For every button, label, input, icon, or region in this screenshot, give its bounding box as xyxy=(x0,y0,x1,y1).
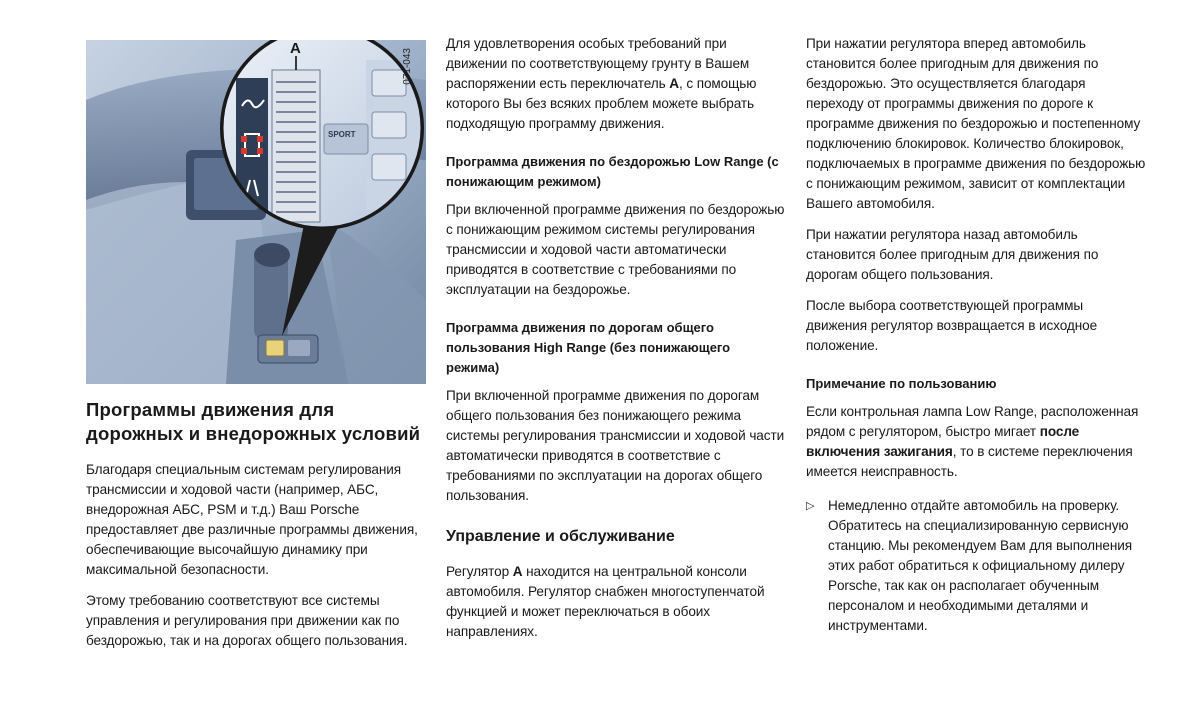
paragraph: Благодаря специальным системам регулирования трансмиссии и ходовой части (например, АБС, внедорожная АБС, PSM и т.д.) Ваш Porsche предоставляет две различные программы движения, обеспечивающие высочайшую динамику при максимальной безопасности. xyxy=(86,462,418,577)
intro-paragraph xyxy=(446,34,786,134)
emphasis: после включения зажигания xyxy=(806,424,1080,459)
bullet-text: Немедленно отдайте автомобиль на проверку. Обратитесь на специализированную сервисную станцию. Мы рекомендуем Вам для выполнения этих работ обратиться к официальному дилеру Porsche, так как он располагает обученным персоналом и необходимыми деталями и инструментами. xyxy=(828,498,1133,633)
text-run: находится на центральной консоли автомобиля. Регулятор снабжен многоступенчатой функцией и может переключаться в обоих направлениях. xyxy=(446,564,765,639)
text-run: , с помощью которого Вы без всяких проблем можете выбрать подходящую программу движения. xyxy=(446,76,757,131)
console-illustration xyxy=(86,40,426,384)
callout-label-a: A xyxy=(290,40,301,57)
bullet-arrow-icon: ▷ xyxy=(806,500,815,512)
section-title-operation: Управление и обслуживание xyxy=(446,528,675,545)
subheading-high-range: Программа движения по дорогам общего пользования High Range (без понижающего режима) xyxy=(446,320,731,375)
text-run: Регулятор xyxy=(446,564,513,579)
switch-ref: А xyxy=(669,76,679,91)
sport-button-label: SPORT xyxy=(328,130,356,139)
paragraph: При нажатии регулятора вперед автомобиль становится более пригодным для движения по бездорожью. Это осуществляется благодаря переходу от программы движения по дороге к программе движения по бездорожью и постепенному подключению блокировок. Количество блокировок, подключаемых в программе движения по бездорожью с понижающим режимом, зависит от комплектации Вашего автомобиля. xyxy=(806,36,1146,211)
note-heading: Примечание по пользованию xyxy=(806,376,997,391)
column-left xyxy=(86,40,426,662)
subheading-low-range: Программа движения по бездорожью Low Range (с понижающим режимом) xyxy=(446,154,779,189)
text-run: Если контрольная лампа Low Range, расположенная рядом с регулятором, быстро мигает xyxy=(806,404,1139,439)
paragraph: При нажатии регулятора назад автомобиль становится более пригодным для движения по дорогам общего пользования. xyxy=(806,227,1099,282)
switch-ref: А xyxy=(512,564,523,579)
paragraph: При включенной программе движения по дорогам общего пользования без понижающего режима системы регулирования трансмиссии и ходовой части автоматически приводятся в соответствие с требованиями по эксплуатации на дорогах общего пользования. xyxy=(446,388,785,503)
figure-code: 071-043 xyxy=(402,48,413,85)
section-heading: Программы движения для дорожных и внедорожных условий xyxy=(86,399,421,444)
bullet-item xyxy=(806,496,1146,636)
text-run: Для удовлетворения особых требований при движении по соответствующему грунту в Вашем распоряжении есть переключатель xyxy=(446,36,750,91)
console-drawing xyxy=(86,40,426,384)
paragraph: При включенной программе движения по бездорожью с понижающим режимом системы регулирования трансмиссии и ходовой части автоматически приводятся в соответствие с требованиями по эксплуатации на бездорожье. xyxy=(446,202,785,297)
note-paragraph xyxy=(806,402,1146,482)
text-run: , то в системе переключения имеется неисправность. xyxy=(806,444,1133,479)
paragraph: После выбора соответствующей программы движения регулятор возвращается в исходное положение. xyxy=(806,298,1098,353)
paragraph: Этому требованию соответствуют все системы управления и регулирования при движении как по бездорожью, так и на дорогах общего пользования. xyxy=(86,593,408,648)
column-right xyxy=(806,34,1146,647)
paragraph xyxy=(446,562,786,642)
column-middle xyxy=(446,34,786,653)
